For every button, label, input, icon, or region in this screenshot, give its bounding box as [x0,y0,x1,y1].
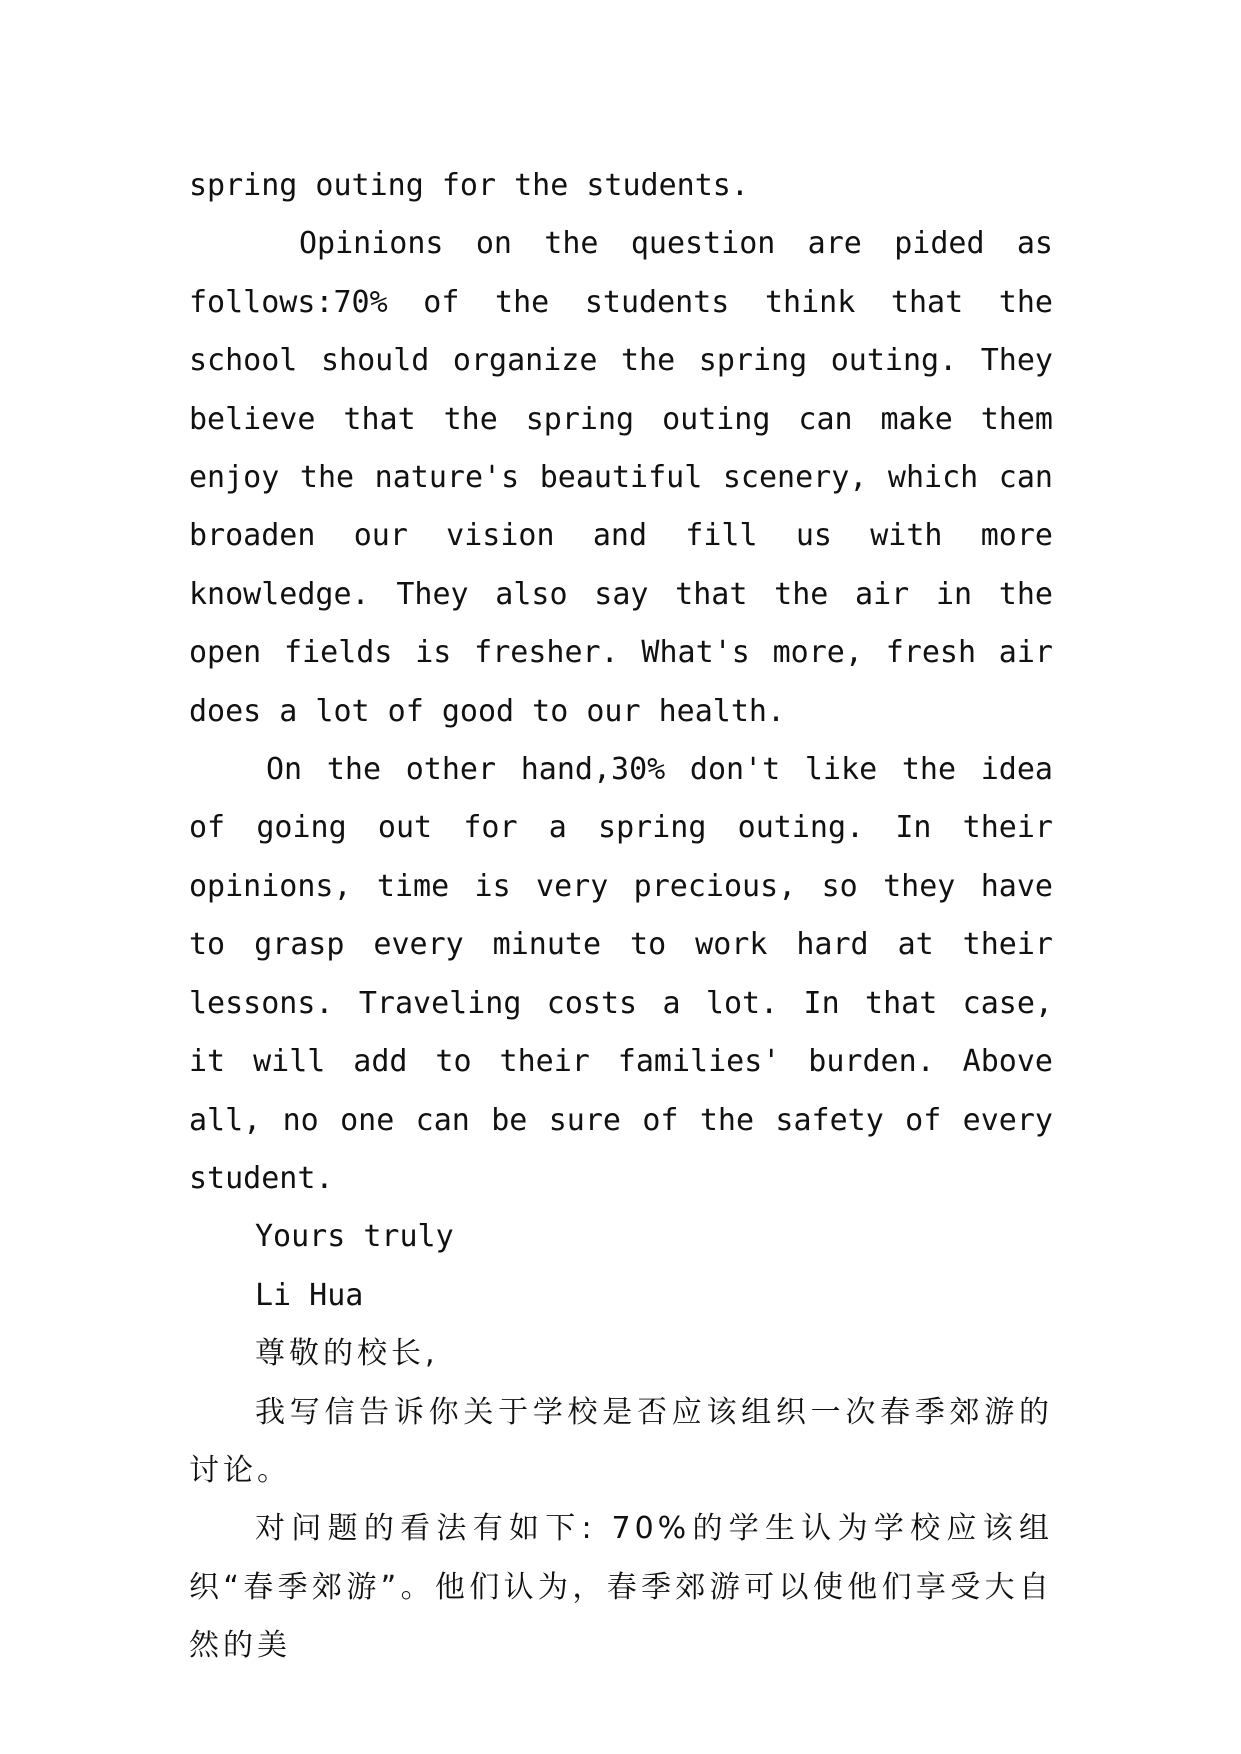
cn-paragraph-opinions: 对问题的看法有如下: 70%的学生认为学校应该组织“春季郊游”。他们认为，春季郊游可以使他们享受大自然的美 [189,1511,1053,1664]
closing-line: Yours truly [255,1219,454,1255]
paragraph-continuation: spring outing for the students. [189,168,749,203]
cn-greeting: 尊敬的校长, [255,1336,439,1372]
paragraph-opinions: Opinions on the question are pided as follows:70% of the students think that the school should organize the spring outing. They believe that the spring outing can make them enjoy the nature's beautiful scenery, which can broaden our vision and fill us with more knowledge. They also say that the air in the open fields is fresher. What's more, fresh air does a lot of good to our health. [189,226,1053,729]
signature: Li Hua [255,1277,364,1313]
paragraph-other-hand: On the other hand,30% don't like the idea of going out for a spring outing. In their opinions, time is very precious, so they have to grasp every minute to work hard at their lessons. Traveling costs a lot. In that case, it will add to their families' burden. Above all, no one can be sure of the safety of every student. [189,752,1053,1196]
cn-paragraph-intro: 我写信告诉你关于学校是否应该组织一次春季郊游的讨论。 [189,1394,1053,1488]
document-body [189,157,1053,1676]
